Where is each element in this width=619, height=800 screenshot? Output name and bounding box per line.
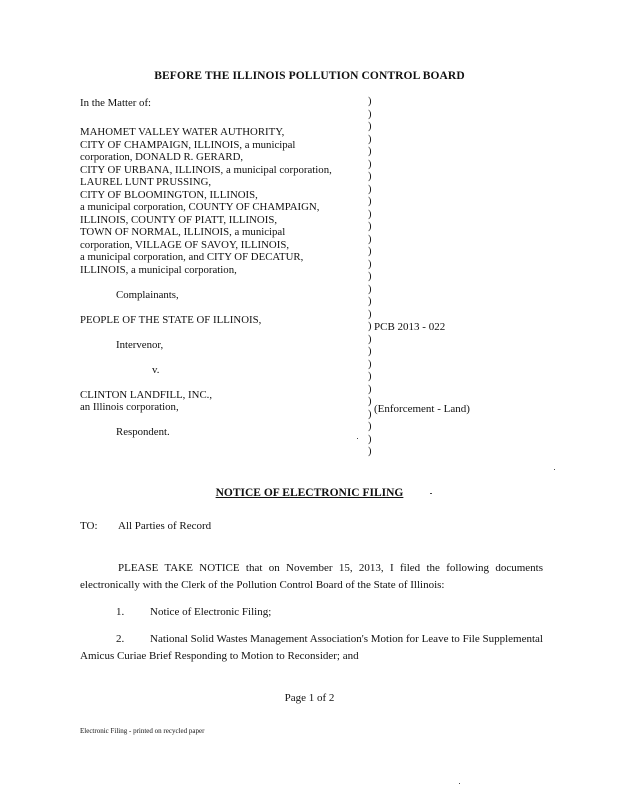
- to-label: TO:: [80, 520, 98, 532]
- caption-line: a municipal corporation, and CITY OF DECATUR,: [80, 251, 304, 264]
- list-item: [80, 631, 543, 665]
- item-text: National Solid Wastes Management Association's Motion for Leave to File Supplemental Amicus Curiae Brief Responding to Motion to Reconsider; and: [80, 633, 543, 662]
- caption-line: MAHOMET VALLEY WATER AUTHORITY,: [80, 126, 285, 139]
- caption-line: LAUREL LUNT PRUSSING,: [80, 176, 212, 189]
- caption-line: [80, 276, 370, 289]
- case-caption: [80, 96, 370, 439]
- item-text: Notice of Electronic Filing;: [150, 606, 272, 618]
- caption-line: [80, 326, 370, 339]
- document-title: BEFORE THE ILLINOIS POLLUTION CONTROL BOARD: [154, 70, 465, 82]
- item-number: 2.: [116, 633, 125, 645]
- scan-speck: [554, 469, 555, 470]
- caption-line: In the Matter of:: [80, 97, 152, 109]
- scan-speck: [357, 438, 358, 439]
- caption-line: CITY OF BLOOMINGTON, ILLINOIS,: [80, 188, 258, 201]
- page-number: Page 1 of 2: [284, 692, 335, 704]
- to-value: All Parties of Record: [118, 520, 212, 532]
- caption-line: [80, 111, 370, 126]
- case-number: PCB 2013 - 022: [374, 321, 446, 333]
- versus-label: v.: [152, 363, 160, 376]
- case-type: (Enforcement - Land): [374, 403, 470, 415]
- recipient-line: [80, 520, 211, 532]
- caption-line: TOWN OF NORMAL, ILLINOIS, a municipal: [80, 226, 286, 239]
- caption-line: [80, 351, 370, 364]
- notice-heading: NOTICE OF ELECTRONIC FILING: [215, 487, 404, 499]
- caption-line: a municipal corporation, COUNTY OF CHAMPAIGN,: [80, 201, 320, 214]
- notice-text: PLEASE TAKE NOTICE that on November 15, 2013, I filed the following documents electronically with the Clerk of the Pollution Control Board of the State of Illinois:: [80, 562, 543, 591]
- caption-line: CITY OF URBANA, ILLINOIS, a municipal corporation,: [80, 163, 332, 176]
- intervenor-label: Intervenor,: [116, 338, 164, 351]
- caption-line: CITY OF CHAMPAIGN, ILLINOIS, a municipal: [80, 138, 296, 151]
- scan-speck: [459, 783, 460, 784]
- respondent-party: CLINTON LANDFILL, INC.,: [80, 388, 213, 401]
- caption-line: [80, 414, 370, 427]
- list-item: [80, 604, 543, 621]
- caption-line: [80, 301, 370, 314]
- notice-paragraph: [80, 560, 543, 594]
- caption-line: an Illinois corporation,: [80, 401, 179, 414]
- scan-speck: [430, 493, 432, 494]
- respondent-label: Respondent.: [116, 426, 170, 439]
- caption-line: ILLINOIS, a municipal corporation,: [80, 263, 237, 276]
- caption-line: ILLINOIS, COUNTY OF PIATT, ILLINOIS,: [80, 213, 278, 226]
- intervenor-party: PEOPLE OF THE STATE OF ILLINOIS,: [80, 313, 262, 326]
- caption-line: corporation, DONALD R. GERARD,: [80, 151, 244, 164]
- caption-parentheses: ) ) ) ) ) ) ) ) ) ) ) ) ) ) ) ) ) ) ) ) ) ) ) ) ) ) ) ) ): [368, 96, 372, 457]
- caption-line: [80, 376, 370, 389]
- complainants-label: Complainants,: [116, 288, 179, 301]
- footer-note: Electronic Filing - printed on recycled paper: [80, 727, 205, 735]
- caption-line: corporation, VILLAGE OF SAVOY, ILLINOIS,: [80, 238, 290, 251]
- item-number: 1.: [116, 606, 125, 618]
